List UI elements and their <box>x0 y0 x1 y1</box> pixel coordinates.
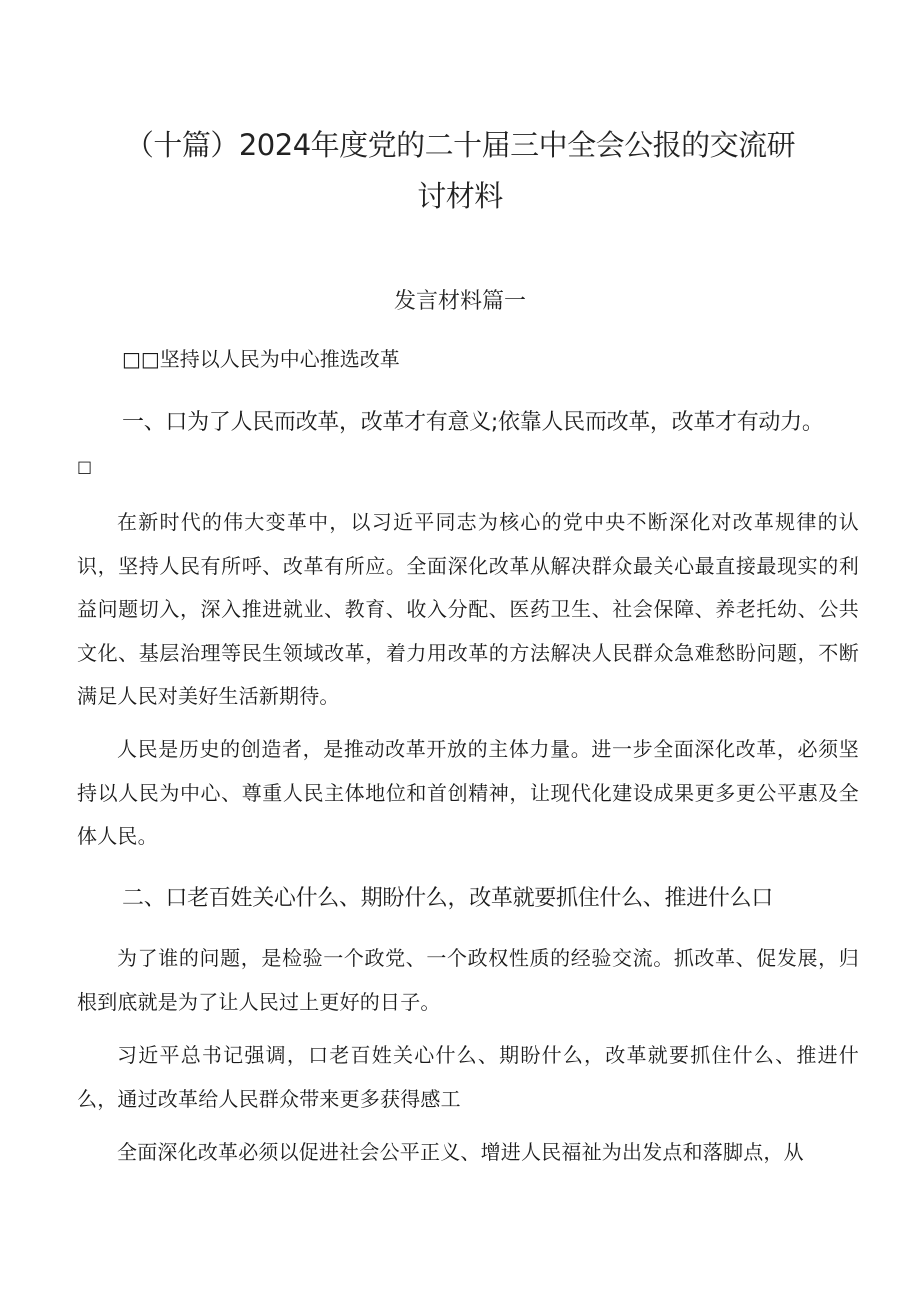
paragraph-2: 人民是历史的创造者，是推动改革开放的主体力量。进一步全面深化改革，必须坚持以人民为中心、尊重人民主体地位和首创精神，让现代化建设成果更多更公平惠及全体人民。 <box>77 737 859 848</box>
document-title-line-2: 讨材料 <box>417 179 503 213</box>
stray-mark: □ <box>77 457 93 476</box>
heading-one: 一、口为了人民而改革，改革才有意义;依靠人民而改革，改革才有动力。 <box>122 410 824 435</box>
section-title: 发言材料篇一 <box>393 289 526 314</box>
paragraph-5: 全面深化改革必须以促进社会公平正义、增进人民福祉为出发点和落脚点，从 <box>117 1140 804 1164</box>
document-title-line-1: （十篇）2024年度党的二十届三中全会公报的交流研 <box>124 128 796 162</box>
paragraph-4: 习近平总书记强调，口老百姓关心什么、期盼什么，改革就要抓住什么、推进什么，通过改革给人民群众带来更多获得感工 <box>77 1043 859 1111</box>
heading-two: 二、口老百姓关心什么、期盼什么，改革就要抓住什么、推进什么口 <box>122 886 774 911</box>
lead-line: □□坚持以人民为中心推选改革 <box>122 347 400 371</box>
paragraph-3: 为了谁的问题，是检验一个政党、一个政权性质的经验交流。抓改革、促发展，归根到底就是为了让人民过上更好的日子。 <box>77 946 859 1014</box>
paragraph-1: 在新时代的伟大变革中，以习近平同志为核心的党中央不断深化对改革规律的认识，坚持人民有所呼、改革有所应。全面深化改革从解决群众最关心最直接最现实的利益问题切入，深入推进就业、教育、收入分配、医药卫生、社会保障、养老托幼、公共文化、基层治理等民生领域改革，着力用改革的方法解决人民群众急难愁盼问题，不断满足人民对美好生活新期待。 <box>77 510 859 708</box>
